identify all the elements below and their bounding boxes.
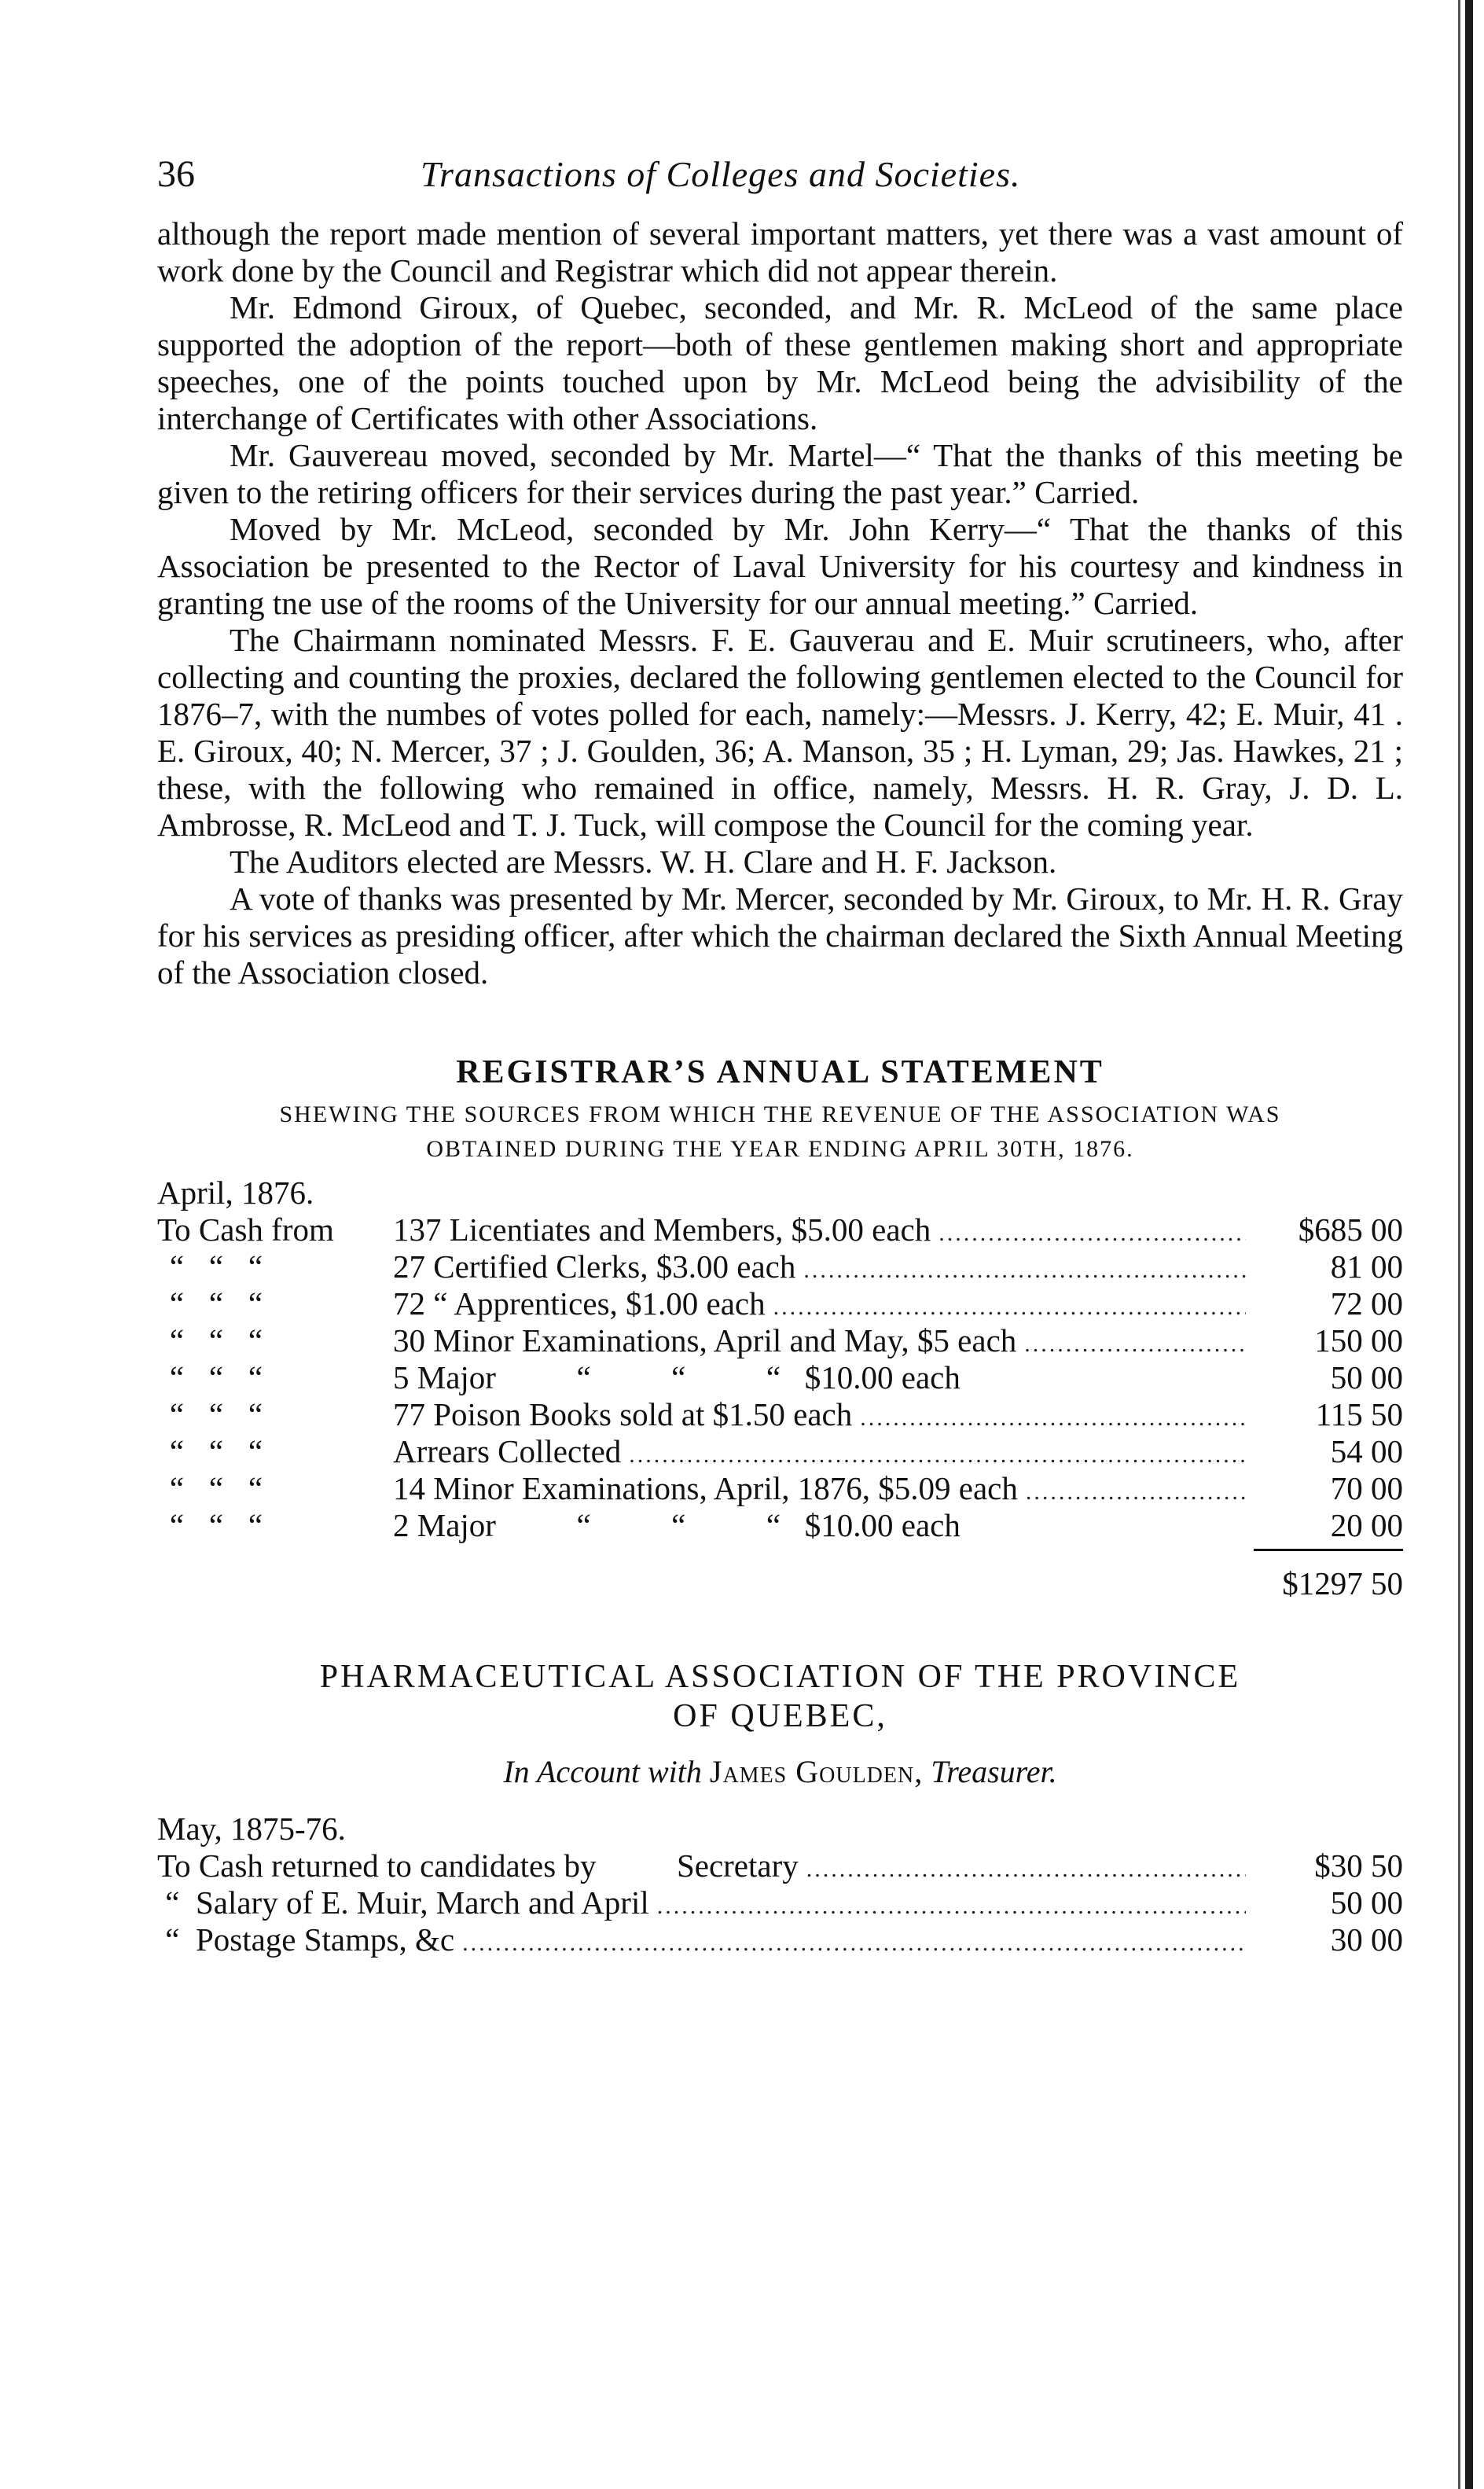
dot-leader [1024, 1325, 1246, 1362]
ledger-description: 72 “ Apprentices, $1.00 each [393, 1285, 766, 1322]
paragraph-7: A vote of thanks was presented by Mr. Mercer, seconded by Mr. Giroux, to Mr. H. R. Gray for his services as presiding officer, after which the chairman declared the Sixth Annual Meeting of the Association closed. [157, 881, 1403, 991]
dot-leader [462, 1925, 1246, 1961]
ledger-amount: 20 00 [1330, 1507, 1403, 1543]
account-with-line [157, 1753, 1403, 1790]
ledger-description: 27 Certified Clerks, $3.00 each [393, 1248, 796, 1285]
ledger-description: “ Postage Stamps, &c [157, 1921, 455, 1958]
ditto-marks: “ “ “ [169, 1433, 263, 1469]
ledger-amount: 70 00 [1330, 1470, 1403, 1506]
dot-leader [939, 1215, 1246, 1252]
ledger-row [157, 1359, 1403, 1396]
ditto-marks: “ “ “ [169, 1322, 263, 1358]
paragraph-2: Mr. Edmond Giroux, of Quebec, seconded, and Mr. R. McLeod of the same place supported the adoption of the report—both of these gentlemen making short and appropriate speeches, one of the points touched upon by Mr. McLeod being the advisibility of the interchange of Certificates with other Associations. [157, 289, 1403, 436]
treasurer-account [157, 1657, 1403, 1958]
minutes-text [157, 215, 1403, 991]
dot-leader [806, 1851, 1246, 1888]
ditto-marks: “ “ “ [169, 1359, 263, 1395]
ledger-row [157, 1322, 1403, 1359]
dot-leader [657, 1888, 1246, 1925]
total-rule [1254, 1549, 1403, 1551]
paragraph-5: The Chairmann nominated Messrs. F. E. Gauverau and E. Muir scrutineers, who, after collecting and counting the proxies, declared the following gentlemen elected to the Council for 1876–7, with the numbes of votes polled for each, namely:—Messrs. J. Kerry, 42; E. Muir, 41 . E. Giroux, 40; N. Mercer, 37 ; J. Goulden, 36; A. Manson, 35 ; H. Lyman, 29; Jas. Hawkes, 21 ; these, with the following who remained in office, namely, Messrs. H. R. Gray, J. D. L. Ambrosse, R. McLeod and T. J. Tuck, will compose the Council for the coming year. [157, 622, 1403, 843]
paragraph-6: The Auditors elected are Messrs. W. H. Clare and H. F. Jackson. [230, 844, 1057, 880]
ledger-row [157, 1248, 1403, 1285]
statement-subheading-line-1: SHEWING THE SOURCES FROM WHICH THE REVENUE OF THE ASSOCIATION WAS [279, 1101, 1281, 1127]
ledger-description: 14 Minor Examinations, April, 1876, $5.09 each [393, 1470, 1018, 1506]
ledger-description: 5 Major “ “ “ $10.00 each [393, 1359, 961, 1395]
statement-date: April, 1876. [157, 1175, 314, 1211]
ledger-row [157, 1470, 1403, 1507]
ledger-amount: $30 50 [1314, 1847, 1403, 1884]
ledger-amount: 30 00 [1330, 1921, 1403, 1958]
ledger-amount: 81 00 [1330, 1248, 1403, 1285]
page [157, 149, 1403, 1958]
page-edge-line [1458, 0, 1460, 2489]
ledger-row [157, 1285, 1403, 1322]
page-edge-bar [1465, 0, 1473, 2489]
ledger-amount: 50 00 [1330, 1359, 1403, 1395]
statement-ledger [157, 1211, 1403, 1544]
association-title-line-2: OF QUEBEC, [673, 1698, 887, 1734]
ledger-amount: 115 50 [1315, 1396, 1403, 1432]
statement-total: $1297 50 [1282, 1565, 1403, 1601]
account-ledger [157, 1847, 1403, 1958]
ledger-amount: 54 00 [1330, 1433, 1403, 1469]
ditto-marks: “ “ “ [169, 1507, 263, 1543]
page-number: 36 [157, 153, 195, 195]
account-date: May, 1875-76. [157, 1811, 346, 1847]
association-title-line-1: PHARMACEUTICAL ASSOCIATION OF THE PROVINCE [319, 1659, 1241, 1695]
treasurer-name: James Goulden, [709, 1754, 924, 1789]
ledger-row [157, 1211, 1403, 1248]
ditto-marks: “ “ “ [169, 1285, 263, 1322]
ditto-marks: “ “ “ [169, 1248, 263, 1285]
registrar-statement [157, 1054, 1403, 1602]
statement-heading: REGISTRAR’S ANNUAL STATEMENT [456, 1054, 1104, 1090]
statement-total-row [157, 1565, 1403, 1602]
dot-leader [773, 1289, 1246, 1325]
running-title: Transactions of Colleges and Societies. [421, 154, 1021, 194]
dot-leader [1026, 1473, 1246, 1510]
running-header [157, 149, 1403, 215]
paragraph-1: although the report made mention of several important matters, yet there was a vast amount of work done by the Council and Registrar which did not appear therein. [157, 215, 1403, 289]
dot-leader [803, 1252, 1246, 1289]
ditto-marks: “ “ “ [169, 1470, 263, 1506]
ledger-row [157, 1396, 1403, 1433]
ledger-amount: 72 00 [1330, 1285, 1403, 1322]
ledger-description: “ Salary of E. Muir, March and April [157, 1884, 649, 1921]
ledger-row [157, 1921, 1403, 1958]
paragraph-4: Moved by Mr. McLeod, seconded by Mr. John Kerry—“ That the thanks of this Association be presented to the Rector of Laval University for his courtesy and kindness in granting tne use of the rooms of the University for our annual meeting.” Carried. [157, 511, 1403, 621]
ledger-row [157, 1847, 1403, 1884]
ledger-description: 30 Minor Examinations, April and May, $5 each [393, 1322, 1017, 1358]
ledger-row [157, 1433, 1403, 1470]
ditto-marks: “ “ “ [169, 1396, 263, 1432]
ledger-amount: 150 00 [1314, 1322, 1403, 1358]
ledger-amount: $685 00 [1298, 1211, 1403, 1248]
ledger-description: To Cash returned to candidates by Secretary [157, 1847, 799, 1884]
ledger-lead: To Cash from [157, 1211, 334, 1248]
dot-leader [629, 1436, 1246, 1473]
ledger-description: Arrears Collected [393, 1433, 622, 1469]
treasurer-role: Treasurer. [931, 1754, 1057, 1789]
ledger-description: 2 Major “ “ “ $10.00 each [393, 1507, 961, 1543]
paragraph-3: Mr. Gauvereau moved, seconded by Mr. Martel—“ That the thanks of this meeting be given to the retiring officers for their services during the past year.” Carried. [157, 437, 1403, 510]
dot-leader [860, 1399, 1246, 1436]
ledger-description: 137 Licentiates and Members, $5.00 each [393, 1211, 931, 1248]
ledger-amount: 50 00 [1330, 1884, 1403, 1921]
ledger-row [157, 1884, 1403, 1921]
ledger-row [157, 1507, 1403, 1544]
statement-subheading-line-2: OBTAINED DURING THE YEAR ENDING APRIL 30TH, 1876. [426, 1136, 1134, 1162]
account-with-label: In Account with [503, 1754, 702, 1789]
ledger-description: 77 Poison Books sold at $1.50 each [393, 1396, 853, 1432]
